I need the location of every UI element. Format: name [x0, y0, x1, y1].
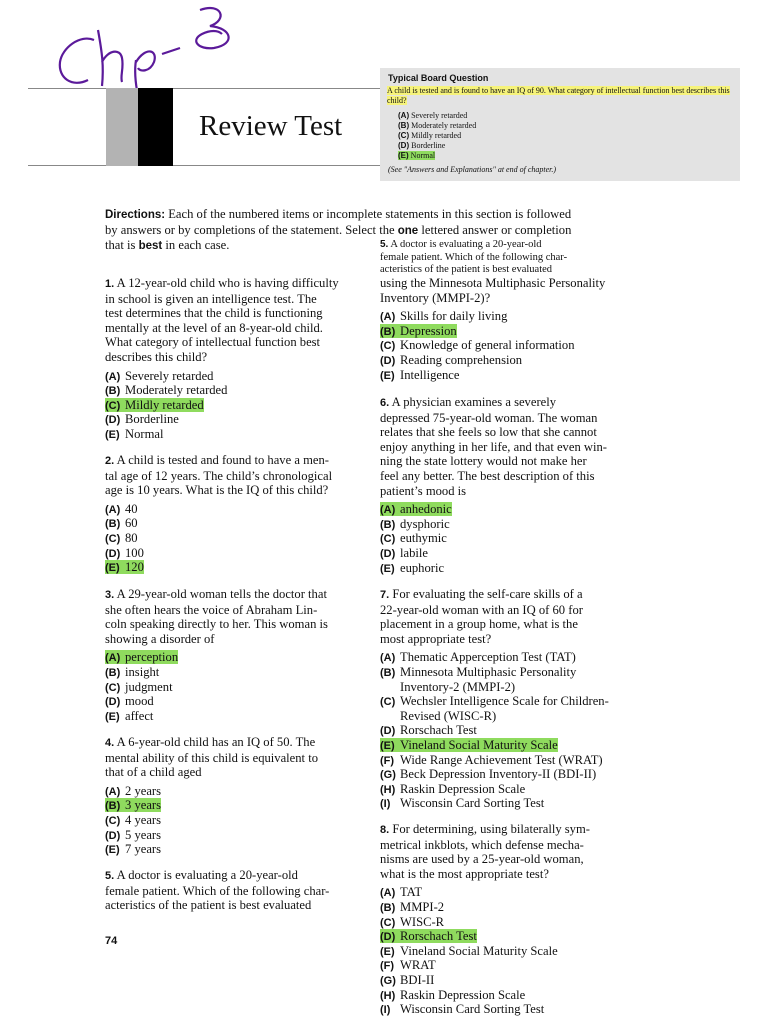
page-title: Review Test: [199, 110, 343, 142]
answer-option[interactable]: (H) Raskin Depression Scale: [380, 781, 526, 796]
question-4: 4. A 6-year-old child has an IQ of 50. The mental ability of this child is equivalent to that of a child aged (A) 2 years (B) 3 years (C) 4 years (D) 5 years (E) 7 years: [105, 735, 319, 857]
header-gray-bar: [106, 88, 138, 166]
answer-option[interactable]: (D) 5 years: [105, 827, 162, 842]
answer-option-highlighted[interactable]: (D) Rorschach Test: [380, 929, 477, 944]
answer-option[interactable]: (D) labile: [380, 545, 428, 560]
answer-option[interactable]: (E) Normal: [105, 426, 164, 441]
answer-option[interactable]: (A) TAT: [380, 885, 423, 900]
answer-option[interactable]: (D) Borderline: [105, 412, 179, 427]
question-8: 8. For determining, using bilaterally sym- metrical inkblots, which defense mecha- nisms are used by a 25-year-old woman, what is the most appropriate test? (A) TAT (B) MMPI-2 (C) WISC-R (D) Rorschach Test (E) Vineland Social Maturity Scale (F) WRAT (G) BDI-II (H) Raskin Depression Scale (I) Wisconsin Card Sorting Test: [380, 822, 590, 1017]
answer-option[interactable]: (B) insight: [105, 664, 160, 679]
page-number: 74: [105, 935, 118, 947]
answer-option[interactable]: (E) Vineland Social Maturity Scale: [380, 943, 558, 958]
board-option: (A) Severely retarded: [398, 111, 468, 120]
answer-option-highlighted[interactable]: (E) 120: [105, 560, 144, 575]
board-question-options: [398, 111, 476, 161]
answer-option[interactable]: (A) Skills for daily living: [380, 309, 508, 324]
answer-option-highlighted[interactable]: (B) Depression: [380, 323, 457, 338]
header-rule-bottom: [28, 165, 384, 166]
question-6: 6. A physician examines a severely depressed 75-year-old woman. The woman relates that she feels so low that she cannot enjoy anything in her life, and that even win- ning the state lottery would not make her feel any better. The best description of this patient’s mood is (A) anhedonic (B) dysphoric (C) euthymic (D) labile (E) euphoric: [380, 395, 607, 575]
answer-option[interactable]: (F) WRAT: [380, 958, 436, 973]
question-7: 7. For evaluating the self-care skills of a 22-year-old woman with an IQ of 60 for placement in a group home, what is the most appropriate test? (A) Thematic Apperception Test (TAT) (B) Minnesota Multiphasic Personality Inventory-2 (MMPI-2) (C) Wechsler Intelligence Scale for Children- Revised (WISC-R) (D) Rorschach Test (E) Vineland Social Maturity Scale (F) Wide Range Achievement Test (WRAT) (G) Beck Depression Inventory-II (BDI-II) (H) Raskin Depression Scale (I) Wisconsin Card Sorting Test: [380, 587, 609, 811]
question-5-start: 5. A doctor is evaluating a 20-year-old female patient. Which of the following char- acteristics of the patient is best evaluated: [105, 868, 330, 913]
board-option-answer: (E) Normal: [398, 151, 436, 160]
answer-option[interactable]: (C) WISC-R: [380, 914, 445, 929]
question-3: 3. A 29-year-old woman tells the doctor that she often hears the voice of Abraham Lin- coln speaking directly to her. This woman is showing a disorder of (A) perception (B) insight (C) judgment (D) mood (E) affect: [105, 587, 328, 723]
answer-option[interactable]: (F) Wide Range Achievement Test (WRAT): [380, 752, 603, 767]
board-option: (C) Mildly retarded: [398, 131, 462, 140]
header-black-bar: [138, 88, 173, 166]
answer-option[interactable]: (C) 80: [105, 530, 138, 545]
answer-option[interactable]: (A) Thematic Apperception Test (TAT): [380, 650, 576, 665]
answer-option[interactable]: (A) 40: [105, 501, 138, 516]
answer-option[interactable]: (D) Reading comprehension: [380, 352, 523, 367]
answer-option-continuation: Inventory-2 (MMPI-2): [400, 679, 516, 694]
answer-option[interactable]: (B) dysphoric: [380, 516, 450, 531]
answer-option[interactable]: (B) MMPI-2: [380, 899, 445, 914]
answer-option-highlighted[interactable]: (B) 3 years: [105, 798, 162, 813]
answer-option[interactable]: (B) Moderately retarded: [105, 383, 228, 398]
answer-option[interactable]: (E) Intelligence: [380, 367, 460, 382]
answer-option[interactable]: (E) 7 years: [105, 842, 162, 857]
board-question-text: A child is tested and is found to have an IQ of 90. What category of intellectual function best describes this child?: [387, 86, 730, 105]
answer-option[interactable]: (C) Knowledge of general information: [380, 338, 575, 353]
answer-option[interactable]: (A) 2 years: [105, 783, 162, 798]
question-5: 5. A doctor is evaluating a 20-year-old female patient. Which of the following char- acteristics of the patient is best evaluated: [380, 239, 568, 276]
answer-option[interactable]: (G) BDI-II: [380, 972, 435, 987]
answer-option-continuation: Revised (WISC-R): [400, 708, 497, 723]
board-option: (D) Borderline: [398, 141, 446, 150]
answer-option-highlighted[interactable]: (A) anhedonic: [380, 502, 452, 517]
answer-option[interactable]: (D) 100: [105, 545, 144, 560]
typical-board-question-box: [380, 68, 740, 181]
answer-option[interactable]: (H) Raskin Depression Scale: [380, 987, 526, 1002]
answer-option[interactable]: (D) mood: [105, 694, 154, 709]
answer-option[interactable]: (I) Wisconsin Card Sorting Test: [380, 1002, 545, 1017]
board-question-heading: Typical Board Question: [388, 73, 489, 83]
answer-option[interactable]: (B) Minnesota Multiphasic Personality: [380, 664, 577, 679]
board-option: (B) Moderately retarded: [398, 121, 477, 130]
answer-option-highlighted[interactable]: (C) Mildly retarded: [105, 397, 204, 412]
question-2: 2. A child is tested and found to have a men- tal age of 12 years. The child’s chronological age is 10 years. What is the IQ of this child? (A) 40 (B) 60 (C) 80 (D) 100 (E) 120: [105, 453, 333, 575]
answer-option-highlighted[interactable]: (E) Vineland Social Maturity Scale: [380, 737, 558, 752]
answer-option[interactable]: (D) Rorschach Test: [380, 723, 477, 738]
answer-option[interactable]: (C) 4 years: [105, 812, 162, 827]
answer-option[interactable]: (A) Severely retarded: [105, 368, 214, 383]
answer-option[interactable]: (G) Beck Depression Inventory-II (BDI-II): [380, 767, 597, 782]
answer-option[interactable]: (I) Wisconsin Card Sorting Test: [380, 796, 545, 811]
answer-option-highlighted[interactable]: (A) perception: [105, 650, 179, 665]
board-question-note: (See "Answers and Explanations" at end of chapter.): [388, 165, 557, 174]
answer-option[interactable]: (C) judgment: [105, 679, 173, 694]
header-rule-top: [28, 88, 384, 89]
answer-option[interactable]: (B) 60: [105, 516, 138, 531]
directions: Directions: Each of the numbered items or incomplete statements in this section is followed by answers or by completions of the statement. Select the one lettered answer or completion that is best in each case.: [105, 207, 572, 253]
answer-option[interactable]: (E) euphoric: [380, 560, 445, 575]
answer-option[interactable]: (C) Wechsler Intelligence Scale for Children-: [380, 694, 609, 709]
answer-option[interactable]: (E) affect: [105, 708, 154, 723]
question-1: 1. A 12-year-old child who is having difficulty in school is given an intelligence test. The test determines that the child is functioning mentally at the level of an 8-year-old child. What category of intellectual function best describes this child? (A) Severely retarded (B) Moderately retarded (C) Mildly retarded (D) Borderline (E) Normal: [105, 276, 339, 441]
handwritten-annotation: [50, 0, 250, 98]
answer-option[interactable]: (C) euthymic: [380, 531, 447, 546]
question-5-continued: using the Minnesota Multiphasic Personality Inventory (MMPI-2)? (A) Skills for daily living (B) Depression (C) Knowledge of general information (D) Reading comprehension (E) Intelligence: [380, 276, 606, 382]
